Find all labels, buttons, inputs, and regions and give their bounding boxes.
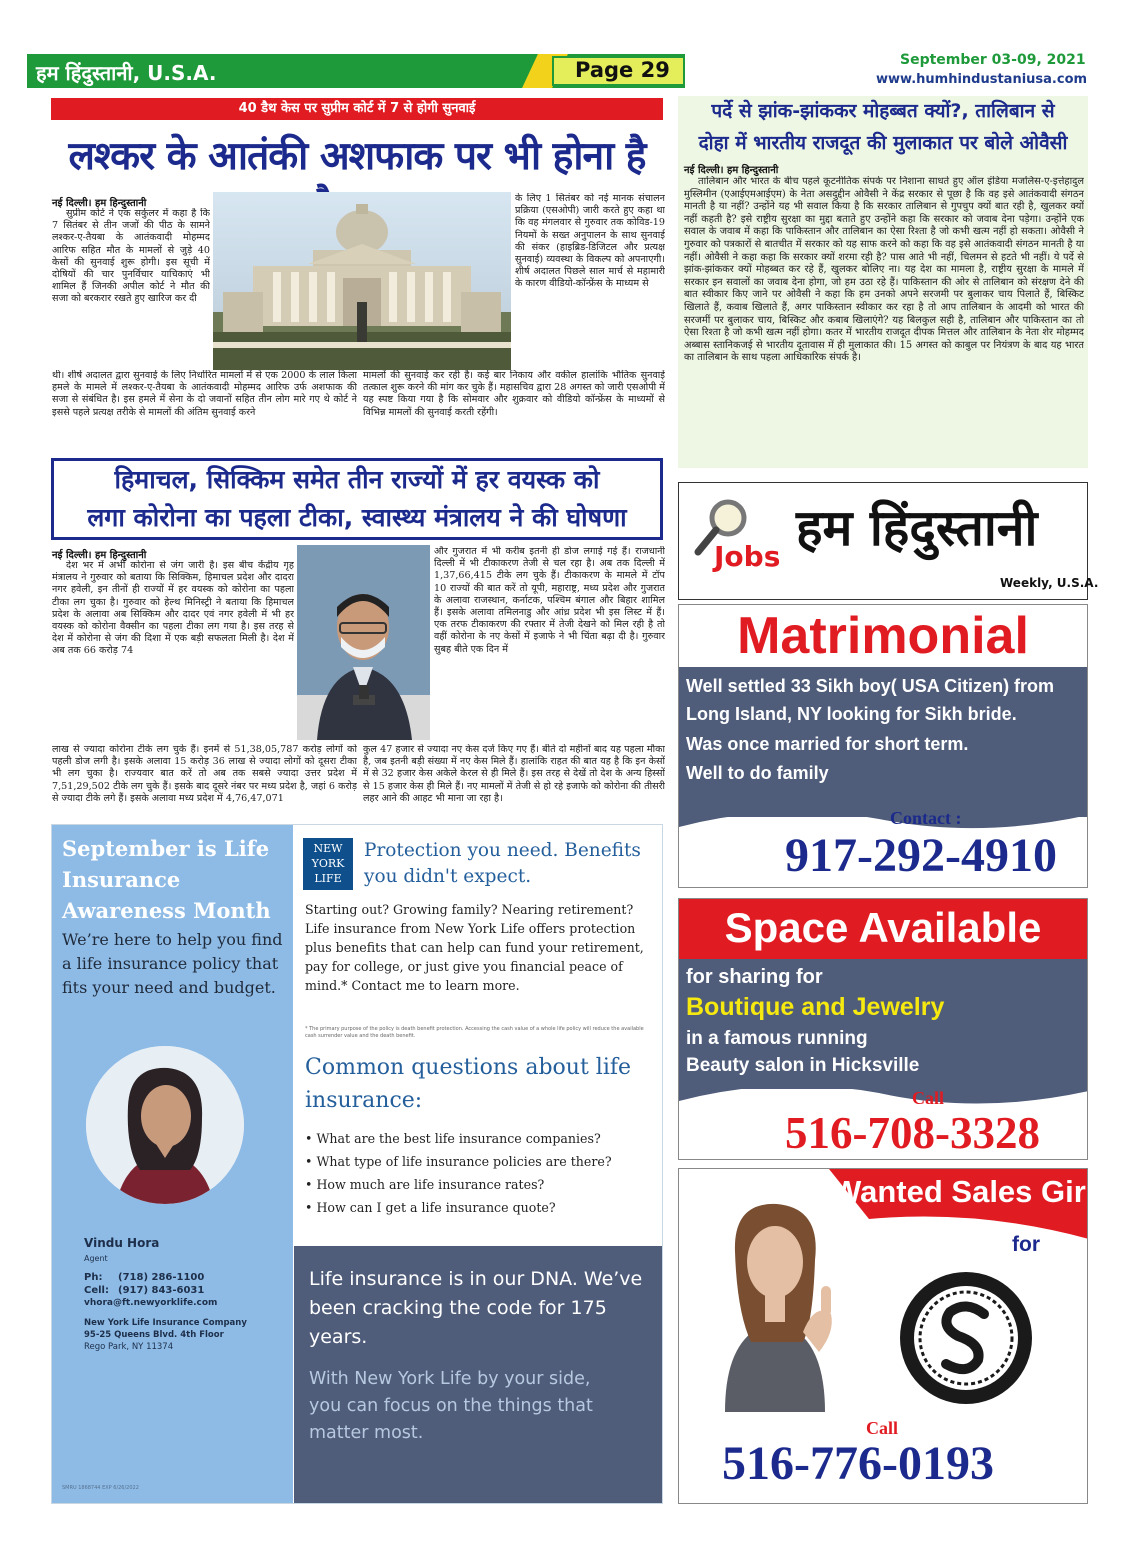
sales-for-word: for [1012, 1233, 1040, 1256]
story1-body-right: के लिए 1 सितंबर को नई मानक संचालन प्रक्रिया (एसओपी) जारी करते हुए कहा था कि वह मंगलवार से गुरुवार तक कोविड-19 नियमों के सख्त अनुपालन के साथ सुनवाई की संकर (हाइब्रिड-डिजिटल और प्रत्यक्ष सुनवाई) व्यवस्था के विकल्प को अपनाएगी। शीर्ष अदालत पिछले साल मार्च से महामारी के कारण वीडियो-कॉन्फ्रेंस के माध्यम से [515, 193, 665, 290]
story1-headline: लश्कर के आतंकी अशफाक पर भी होना है [68, 134, 646, 179]
matrimonial-line-4: Well to do family [686, 763, 829, 783]
story3-body-bottom-right: कुल 47 हजार से ज्यादा नए केस दर्ज किए गए हैं। बीते दो महीनों बाद यह पहला मौका है, जब इतनी बड़ी संख्या में नए केस मिले हैं। हालांकि राहत की बात यह है कि इन केसों में से 32 हजार केस अकेले केरल से ही मिले हैं। इस तरह से देखें तो देश के अन्य हिस्सों से 15 हजार केस ही मिले हैं। नए मामलों में तेजी से हो रहे इजाफे को कोरोना की तीसरी लहर आने की आहट भी माना जा रहा है। [363, 744, 665, 804]
jobs-sub: Weekly, U.S.A. [1000, 576, 1099, 590]
question-text: How much are life insurance rates? [316, 1177, 545, 1192]
jobs-brand: हम हिंदुस्तानी [796, 499, 1038, 557]
story3-body-left: देश भर में अभी कोरोना से जंग जारी है। इस बीच केंद्रीय गृह मंत्रालय ने गुरुवार को बताया कि सिक्किम, हिमाचल प्रदेश और दादरा नगर हवेली, इन तीनों ही राज्यों में हर वयस्क को कोरोना का पहला टीका लग चुका है। गुरुवार को हेल्थ मिनिस्ट्री ने बताया कि हिमाचल प्रदेश के अलावा अब सिक्किम और दादर एवं नगर हवेली में भी हर वयस्क को कोरोना वैक्सीन का पहला टीका लग गया है। इस तरह से देश में कोरोना से जंग की दिशा में एक बड़ी सफलता मिली है। देश में अब तक 66 करोड़ 74 [52, 560, 294, 657]
ny-life-questions-heading: Common questions about life insurance: [305, 1055, 632, 1113]
space-phone[interactable]: 516-708-3328 [785, 1108, 1040, 1158]
agent-cell-label: Cell: [84, 1285, 109, 1296]
jobs-word: Jobs [714, 540, 781, 573]
ny-life-awareness-body: We’re here to help you find a life insurance policy that fits your need and budget. [62, 930, 283, 997]
question-text: What type of life insurance policies are there? [316, 1154, 612, 1169]
sales-phone[interactable]: 516-776-0193 [722, 1437, 994, 1490]
salon-logo-icon [896, 1268, 1036, 1408]
ny-life-logo-line2: YORK [311, 857, 345, 870]
ny-life-logo-line1: NEW [313, 842, 343, 855]
story2-body: तालिबान और भारत के बीच पहले कूटनीतिक संपर्क पर निशाना साधते हुए ऑल इंडिया मजलिस-ए-इत्तेहादुल मुस्लिमीन (एआईएमआईएम) के नेता असदुद्दीन ओवैसी ने केंद्र सरकार से पूछा है कि वह इसे आतंकवादी संगठन मानती है या नहीं? उन्होंने यह भी सवाल किया है कि सरकार तालिबान से गुपचुप क्यों बात रही है, खुलकर क्यों नहीं कहती है? इसे राष्ट्रीय सुरक्षा का मुद्दा बताते हुए उन्होंने कहा कि सरकार को जवाब देना पड़ेगा। उन्होंने एक सवाल के जवाब में कहा कि पाकिस्तान और तालिबान का ऐसा रिश्ता है जो कभी खत्म नहीं हो सकता। ओवैसी ने गुरुवार को पत्रकारों से बातचीत में सरकार को यह साफ करने को कहा कि वह इसे आतंकवादी संगठन मानती है या नहीं। ओवैसी ने कहा कहा कि सरकार क्यों शरमा रही है? पास आते भी नहीं, चिलमन से हटते भी नहीं। ये पर्दे से झांक-झांककर क्यों मोहब्बत कर रहे हैं, खुलकर बोलिए ना। यह देश का मामला है, राष्ट्रीय सुरक्षा के मामले में सरकार इन सवालों का जवाब देना होगा, जो हम उठा रहे हैं। पाकिस्तान की ओर से तालिबान को संरक्षण देने की बात स्वीकार किए जाने पर ओवैसी ने कहा कि हम उनको अपने सरजमी पर बुलाकर चाय पिलाते हैं, बिस्किट खिलाते हैं, कवाब खिलाते हैं, अगर पाकिस्तान स्वीकार कर रहा है तो आप तालिबान के आदमी को भारत की सरजमीं पर बुलाकर चाय, बिस्किट और कबाब खिलाएंगे? यह बिलकुल सही है, तालिबान और पाकिस्तान का तो ऐसा रिश्ता है जो कभी खत्म नहीं होगा। कतर में भारतीय राजदूत दीपक मित्तल और तालिबान के नेता शेर मोहम्मद अब्बास स्तानिकजई से भारतीय दूतावास में ही मुलाकात की। 15 अगस्त को काबुल पर नियंत्रण के बाद यह भारत का तालिबान के साथ पहला आधिकारिक संपर्क है। [684, 176, 1084, 364]
agent-email[interactable]: vhora@ft.newyorklife.com [84, 1298, 218, 1308]
ny-life-intro: Starting out? Growing family? Nearing retirement? Life insurance from New York Life offers protection plus benefits that can help can fund your retirement, pay for college, or just give you financial peace of mind.* Contact me to learn more. [305, 902, 644, 993]
question-item: • What type of life insurance policies are there? [305, 1154, 612, 1169]
story1-body-left: सुप्रीम कोर्ट ने एक सर्कुलर में कहा है कि 7 सितंबर से तीन जजों की पीठ के सामने लश्कर-ए-तैयबा के आतंकवादी मोहम्मद आरिफ सहित मौत के मामलों से जुड़े 40 केसों की सुनवाई शुरू होगी। इस सूची में दोषियों की चार पुनर्विचार याचिकाएं भी शामिल हैं जिनकी अपील कोर्ट ने मौत की सजा को बरकरार रखते हुए खारिज कर दी [52, 208, 210, 305]
story3-headline-2: लगा कोरोना का पहला टीका, स्वास्थ्य मंत्रालय ने की घोषणा [87, 503, 627, 532]
agent-address-2: Rego Park, NY 11374 [84, 1342, 174, 1352]
agent-phone[interactable]: (718) 286-1100 [118, 1272, 205, 1283]
story1-body-bottom-right: मामलों की सुनवाई कर रही है। कई बार निकाय और वकील हालांकि भौतिक सुनवाई तत्काल शुरू करने की मांग कर चुके हैं। महासचिव द्वारा 28 अगस्त को जारी एसओपी में यह स्पष्ट किया गया है कि सोमवार और शुक्रवार को वीडियो कॉन्फ्रेंस के माध्यमों से विभिन्न मामलों की सुनवाई करती रहेंगी। [363, 370, 665, 418]
matrimonial-contact-label: Contact : [890, 808, 962, 828]
saleswoman-photo [685, 1182, 865, 1412]
story3-headline-1: हिमाचल, सिक्किम समेत तीन राज्यों में हर वयस्क को [114, 465, 600, 494]
story2-byline: नई दिल्ली। हम हिन्दुस्तानी [684, 165, 779, 176]
story2-headline-1: पर्दे से झांक-झांककर मोहब्बत क्यों?, तालिबान से [711, 100, 1055, 122]
matrimonial-line-2: Long Island, NY looking for Sikh bride. [686, 704, 1017, 724]
space-line-3: in a famous running [686, 1028, 868, 1049]
page-number: Page 29 [575, 58, 670, 82]
question-text: What are the best life insurance companies? [316, 1131, 601, 1146]
space-title: Space Available [724, 904, 1042, 951]
matrimonial-title: Matrimonial [737, 607, 1029, 665]
issue-date: September 03-09, 2021 [900, 52, 1086, 68]
question-item: • How much are life insurance rates? [305, 1177, 545, 1192]
space-line-1: for sharing for [686, 966, 823, 988]
question-item: • How can I get a life insurance quote? [305, 1200, 556, 1215]
story3-byline: नई दिल्ली। हम हिन्दुस्तानी [52, 550, 147, 561]
space-line-4: Beauty salon in Hicksville [686, 1055, 920, 1076]
story2-headline-2: दोहा में भारतीय राजदूत की मुलाकात पर बोले ओवैसी [698, 132, 1068, 154]
agent-phone-label: Ph: [84, 1272, 103, 1283]
ny-life-logo [303, 838, 353, 890]
agent-address-1: 95-25 Queens Blvd. 4th Floor [84, 1330, 224, 1340]
story3-body-right: और गुजरात में भी करीब इतनी ही डोज लगाई गई हैं। राजधानी दिल्ली में भी टीकाकरण तेजी से चल रहा है। अब तक दिल्ली में 1,37,66,415 टीके लग चुके हैं। टीकाकरण के मामले में टॉप 10 राज्यों की बात करें तो यूपी, महाराष्ट्र, मध्य प्रदेश और गुजरात के अलावा राजस्थान, कर्नाटक, पश्चिम बंगाल और बिहार शामिल हैं। इसके अलावा तमिलनाडु और आंध्र प्रदेश भी इस लिस्ट में हैं। एक तरफ टीकाकरण की रफ्तार में तेजी देखने को मिल रही है तो वहीं कोरोना के नए केसों में इजाफे ने भी चिंता बढ़ा दी है। गुरुवार सुबह बीते एक दिन में [434, 546, 665, 655]
agent-title: Agent [84, 1254, 108, 1263]
ny-life-fine-print: * The primary purpose of the policy is death benefit protection. Accessing the cash value of a whole life policy will reduce the available cash surrender value and the death benefit. [305, 1026, 644, 1039]
matrimonial-line-1: Well settled 33 Sikh boy( USA Citizen) from [686, 676, 1055, 696]
masthead-title: हम हिंदुस्तानी, U.S.A. [36, 61, 217, 85]
health-ministry-photo [297, 545, 430, 740]
agent-name: Vindu Hora [84, 1236, 160, 1250]
story1-byline: नई दिल्ली। हम हिन्दुस्तानी [52, 198, 147, 209]
space-line-2: Boutique and Jewelry [686, 993, 945, 1021]
agent-photo [86, 1046, 244, 1204]
ny-life-tagline: Protection you need. Benefits you didn't expect. [364, 840, 641, 887]
ny-life-dna-text: Life insurance is in our DNA. We’ve been cracking the code for 175 years. [309, 1268, 643, 1348]
ny-life-focus-text: With New York Life by your side, you can focus on the things that matter most. [309, 1369, 593, 1443]
sales-call-label: Call [866, 1418, 899, 1438]
matrimonial-phone[interactable]: 917-292-4910 [785, 829, 1057, 882]
space-call-label: Call [912, 1088, 945, 1108]
ny-life-question-list [305, 1129, 660, 1221]
ny-life-awareness-heading: September is Life Insurance Awareness Month [62, 836, 271, 923]
story1-kicker: 40 डैथ केस पर सुप्रीम कोर्ट में 7 से होगी सुनवाई [51, 98, 663, 120]
ny-life-logo-line3: LIFE [314, 872, 342, 885]
question-text: How can I get a life insurance quote? [316, 1200, 556, 1215]
story3-body-bottom-left: लाख से ज्यादा कोरोना टीके लग चुके हैं। इनमें से 51,38,05,787 करोड़ लोगों को पहली डोज लगी है। इसके अलावा 15 करोड़ 36 लाख से ज्यादा लोगों को दूसरा टीका भी लग चुका है। राज्यवार बात करें तो अब तक सबसे ज्यादा उत्तर प्रदेश में 7,51,29,502 टीके लग चुके हैं। इसके बाद दूसरे नंबर पर मध्य प्रदेश है, जहां 6 करोड़ से ज्यादा टीके लगे हैं। इसके अलावा मध्य प्रदेश में 4,76,47,071 [52, 744, 357, 804]
agent-company: New York Life Insurance Company [84, 1318, 247, 1328]
sales-title: Wanted Sales Girls [832, 1174, 1112, 1209]
website-url[interactable]: www.humhindustaniusa.com [876, 72, 1088, 87]
matrimonial-line-3: Was once married for short term. [686, 734, 969, 754]
supreme-court-photo [213, 192, 511, 370]
story1-body-bottom-left: थी। शीर्ष अदालत द्वारा सुनवाई के लिए निर्धारित मामलों में से एक 2000 के लाल किला हमले के मामले में लश्कर-ए-तैयबा के आतंकवादी मोहम्मद आरिफ उर्फ अशफाक की सजा से संबंधित है। इस हमले में सेना के दो जवानों सहित तीन लोग मारे गए थे कोर्ट ने इससे पहले प्रत्यक्ष तरीके से मामलों की अंतिम सुनवाई करने [52, 370, 357, 418]
agent-cell[interactable]: (917) 843-6031 [118, 1285, 205, 1296]
ny-life-smru: SMRU 1868744 EXP 6/26/2022 [62, 1485, 139, 1491]
question-item: • What are the best life insurance companies? [305, 1131, 601, 1146]
